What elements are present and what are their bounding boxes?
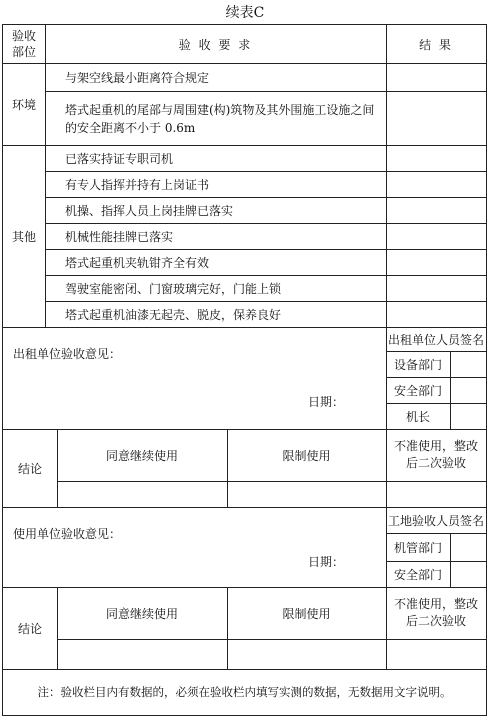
divider: [45, 171, 486, 172]
table-title: 续表C: [225, 5, 265, 21]
divider: [386, 351, 486, 352]
other-item: 机操、指挥人员上岗挂牌已落实: [65, 203, 234, 218]
rental-sign-row: 安全部门: [393, 383, 442, 398]
conclusion-option-limited: 限制使用: [282, 448, 331, 463]
divider: [3, 63, 486, 64]
divider: [57, 639, 486, 640]
divider: [45, 301, 486, 302]
divider: [45, 223, 486, 224]
conclusion-option-continue: 同意继续使用: [105, 448, 178, 463]
divider: [450, 533, 451, 587]
conclusion-label: 结论: [17, 461, 42, 476]
divider: [386, 587, 387, 669]
conclusion-label: 结论: [17, 621, 42, 636]
divider: [3, 145, 486, 146]
conclusion-option-rectify: 不准使用，整改 后二次验收: [393, 439, 478, 470]
divider: [3, 669, 486, 670]
rental-opinion-label: 出租单位验收意见：: [13, 347, 122, 361]
env-item-2-text: 塔式起重机的尾部与周围建(构)筑物及其外围施工设施之间的安全距离不小于 0.6m: [65, 103, 375, 135]
other-item: 塔式起重机油漆无起壳、脱皮，保养良好: [65, 307, 282, 322]
divider: [386, 533, 486, 534]
other-item: 驾驶室能密闭、门窗玻璃完好，门能上锁: [65, 281, 282, 296]
divider: [45, 275, 486, 276]
user-sign-row: 机管部门: [393, 540, 442, 555]
other-item: 已落实持证专职司机: [65, 151, 174, 166]
divider: [57, 587, 58, 669]
divider: [45, 197, 486, 198]
divider: [57, 481, 486, 482]
divider: [45, 91, 486, 92]
conclusion-option-continue: 同意继续使用: [105, 606, 178, 621]
divider: [227, 587, 228, 669]
other-item: 塔式起重机夹轨钳齐全有效: [65, 255, 210, 270]
divider: [45, 249, 486, 250]
rental-date-label: 日期：: [308, 395, 345, 409]
rental-sign-row: 设备部门: [393, 357, 442, 372]
divider: [386, 327, 387, 429]
user-date-label: 日期：: [308, 555, 345, 569]
env-label: 环境: [11, 97, 36, 112]
divider: [3, 327, 486, 328]
env-item-2: [45, 91, 386, 145]
user-sign-row: 安全部门: [393, 567, 442, 582]
divider: [386, 429, 387, 507]
user-sign-title: 工地验收人员签名: [387, 513, 484, 528]
header-requirement: 验 收 要 求: [178, 37, 253, 52]
footnote: 注：验收栏目内有数据的，必须在验收栏内填写实测的数据，无数据用文字说明。: [37, 685, 452, 699]
divider: [227, 429, 228, 507]
divider: [3, 507, 486, 508]
header-part: 验收 部位: [11, 29, 36, 59]
divider: [386, 507, 387, 587]
acceptance-table: [2, 24, 487, 716]
divider: [386, 25, 387, 327]
conclusion-option-limited: 限制使用: [282, 606, 331, 621]
divider: [386, 377, 486, 378]
divider: [386, 561, 486, 562]
rental-sign-row: 机长: [405, 409, 430, 424]
rental-sign-title: 出租单位人员签名: [387, 332, 484, 347]
divider: [450, 351, 451, 429]
divider: [57, 429, 58, 507]
other-label: 其他: [11, 229, 36, 244]
header-result: 结 果: [419, 37, 453, 52]
divider: [3, 429, 486, 430]
other-item: 有专人指挥并持有上岗证书: [65, 177, 210, 192]
divider: [386, 403, 486, 404]
conclusion-option-rectify: 不准使用，整改 后二次验收: [393, 597, 478, 628]
user-opinion-label: 使用单位验收意见：: [13, 527, 122, 541]
divider: [3, 587, 486, 588]
other-item: 机械性能挂牌已落实: [65, 229, 174, 244]
env-item-1: 与架空线最小距离符合规定: [65, 70, 210, 85]
divider: [45, 25, 46, 327]
